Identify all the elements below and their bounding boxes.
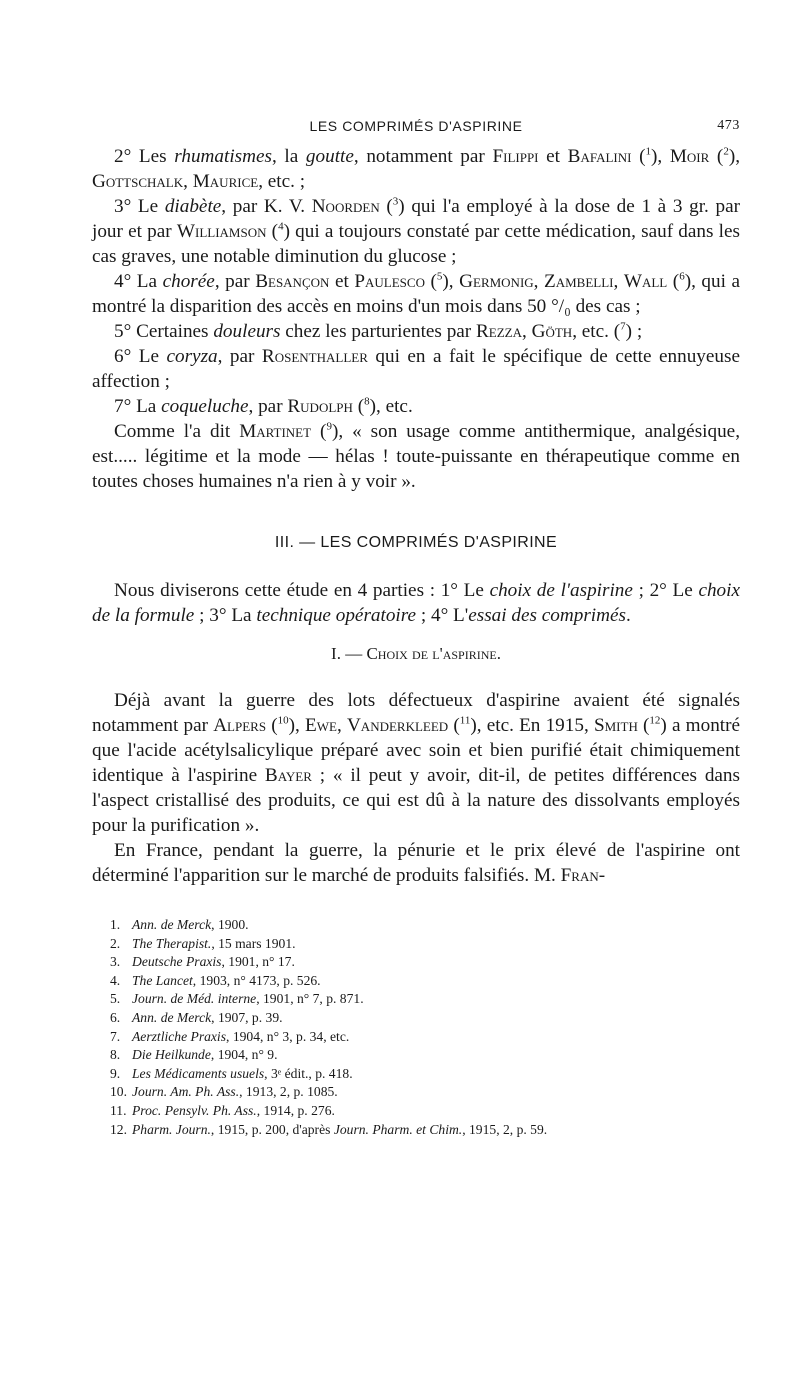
text: , [183,171,193,192]
citation-detail: , 1904, n° 9. [210,1047,278,1063]
footnote [110,916,740,935]
footnote-number: 6. [110,1009,121,1025]
citation-title: Les Médicaments usuels [132,1065,265,1081]
author: Rosenthaller [261,346,368,367]
text: ; 4° L' [416,605,469,626]
footnote-number: 2. [110,935,121,951]
author: Gottschalk [92,171,184,192]
author: Göth [531,321,573,342]
citation-detail: , 1913, 2, p. 1085. [239,1084,338,1100]
author: Fran- [560,865,606,886]
citation-title: Proc. Pensylv. Ph. Ass. [132,1102,257,1118]
subsection-heading [92,644,740,664]
citation-title: The Lancet [132,972,193,988]
author: Moir [669,146,710,167]
footnote-number: 9. [110,1065,121,1081]
text: ; [632,321,643,342]
author: Maurice [192,171,259,192]
footnote-number: 11. [110,1102,127,1118]
term: choix de l'aspirine [489,580,633,601]
footnote-number: 3. [110,954,121,970]
citation-detail: , 1907, p. 39. [211,1009,283,1025]
term: rhumatismes [174,146,272,167]
text: I. — [331,644,367,663]
text: , etc. [375,396,413,417]
term: technique opératoire [256,605,417,626]
footnote-ref: 5 [436,270,443,283]
text: qui en a fait le spécifique de cette ennuyeuse affection ; [92,346,740,392]
text: a montré que l'acide acétylsalicylique préparé avec soin et bien purifié était chimiquement identique à l'aspirine [92,715,741,786]
term: coryza [166,346,218,367]
text: 2° Les [114,146,175,167]
text: 7° La [114,396,162,417]
text: Choix de l'aspirine [366,644,497,663]
text: ; 2° Le [632,580,699,601]
text: . [625,605,631,626]
citation-title: Journ. Am. Ph. Ass. [132,1084,240,1100]
text: . [496,644,501,663]
author: Germonig [459,271,534,292]
footnote-ref: 4 [278,220,284,233]
text: 6° Le [114,346,167,367]
author: Wall [623,271,668,292]
page [92,118,740,1139]
text: , par [248,396,288,417]
citation-detail: , 1901, n° 7, p. 871. [256,991,364,1007]
footnote [110,1102,740,1121]
footnote-ref: 9 [326,420,332,433]
page-number: 473 [717,118,740,133]
term: choix de la formule [92,580,740,626]
term: diabète [164,196,222,217]
footnote [110,1009,740,1028]
text: , etc. [572,321,614,342]
intro-paragraph [92,578,740,628]
text: , [613,271,624,292]
footnote-ref: 8 [364,395,370,408]
text: , [735,146,740,167]
author: Noorden [311,196,380,217]
citation-detail: , 1903, n° 4173, p. 526. [192,972,321,988]
section-heading: III. — LES COMPRIMÉS D'ASPIRINE [274,534,558,551]
citation-title: Pharm. Journ. [132,1121,211,1137]
text: chez les parturientes par [280,321,476,342]
author: Smith [593,715,638,736]
text: , « son usage comme antithermique, analgésique, est..... légitime et la mode — hélas ! toute-puissante en thérapeutique comme en toutes choses humaines n'a rien à y voir ». [92,421,740,492]
citation-title: The Therapist. [132,935,212,951]
author: Rudolph [287,396,353,417]
author: Paulesco [354,271,425,292]
footnote-ref: 7 [620,320,626,333]
footnote-ref: 12 [649,714,661,727]
footnote-number: 4. [110,972,121,988]
running-title: LES COMPRIMÉS D'ASPIRINE [309,118,523,134]
text: ; « il peut y avoir, dit-il, de petites différences dans l'aspect cristallisé des produits, ce qui est dû à la nature des dissolvants employés pour la purification ». [92,765,740,836]
list-item-2: 2° Les rhumatismes, la goutte, notamment par Filippi et Bafalini ($^1$), Moir ($^2$), Gottschalk, Maurice, etc. ; [92,145,740,192]
footnote-ref: 3 [392,195,399,208]
footnote [110,1083,740,1102]
list-item-6 [92,344,740,394]
footnote-number: 8. [110,1047,121,1063]
author: Besançon [255,271,330,292]
text: et [538,146,568,167]
term: douleurs [213,321,281,342]
text: , [448,271,460,292]
quote-paragraph: Comme l'a dit Martinet ($^9$), « son usage comme antithermique, analgésique, est..... légitime et la mode — hélas ! toute-puissante en thérapeutique comme en toutes choses humaines n'a rien à y voir ». [92,420,740,492]
footnote-ref: 6 [679,270,685,283]
author: Vanderkleed [346,715,449,736]
text: , etc. ; [258,171,306,192]
footnote-ref: 2 [723,145,729,158]
text: , par [217,346,262,367]
term: essai des comprimés [468,605,626,626]
citation-title: Journ. Pharm. et Chim. [333,1121,463,1137]
list-item-5: 5° Certaines douleurs chez les parturientes par Rezza, Göth, etc. ($^7$) ; [114,320,643,342]
author: Williamson [176,221,267,242]
text: , [336,715,347,736]
text: , [295,715,306,736]
author: Zambelli [544,271,614,292]
footnote [110,935,740,954]
author: Bafalini [567,146,632,167]
text: , etc. En 1915, [476,715,594,736]
author: Filippi [492,146,539,167]
term: coqueluche [161,396,249,417]
body-paragraph: Déjà avant la guerre des lots défectueux d'aspirine avaient été signalés notamment par Alpers ($^{10}$), Ewe, Vanderkleed ($^{11}$), etc. En 1915, Smith ($^{12}$) a montré que l'acide acétylsalicylique préparé avec soin et bien purifié était chimiquement identique à l'aspirine Bayer ; « il peut y avoir, dit-il, de petites différences dans l'aspect cristallisé des produits, ce qui est dû à la nature des dissolvants employés pour la purification ». [92,690,741,836]
author: Ewe [305,715,337,736]
footnote-ref: 10 [277,714,289,727]
author: Bayer [264,765,312,786]
citation-detail: , 1914, p. 276. [256,1102,335,1118]
footnote-ref: 11 [459,714,471,727]
text: Déjà avant la guerre des lots défectueux d'aspirine avaient été signalés notamment par [92,690,740,736]
text: 3° Le [114,196,165,217]
footnotes [92,916,740,1139]
citation-detail: , 1915, 2, p. 59. [462,1121,548,1137]
author: Alpers [213,715,267,736]
text: En France, pendant la guerre, la pénurie et le prix élevé de l'aspirine ont déterminé l'apparition sur le marché de produits falsifiés. M. [92,840,740,886]
citation-title: Aerztliche Praxis [132,1028,227,1044]
text: 4° La [114,271,163,292]
running-head [92,118,740,144]
text: , [522,321,532,342]
text: qui l'a employé à la dose de 1 à 3 gr. par jour et par [92,196,740,242]
term: goutte [305,146,354,167]
citation-title: Die Heilkunde [132,1047,211,1063]
text: qui a toujours constaté par cette médication, sauf dans les cas graves, une notable diminution du glucose ; [92,221,740,267]
footnote [110,990,740,1009]
citation-detail: , 15 mars 1901. [211,935,296,951]
body-paragraph [92,838,740,888]
citation-detail: , 1900. [211,917,249,932]
text: , qui a montré la disparition des accès en moins d'un mois dans 50 °/₀ des cas ; [92,271,740,317]
citation-title: Ann. de Merck [132,917,212,932]
text: , notamment par [353,146,493,167]
citation-title: Deutsche Praxis [132,954,222,970]
citation-detail: , 3ᵉ édit., p. 418. [264,1065,353,1081]
citation-detail: , 1915, p. 200, d'après [210,1121,334,1137]
author: Martinet [239,421,312,442]
author: Rezza [476,321,523,342]
footnote-number: 12. [110,1121,127,1137]
footnote-number: 10. [110,1084,127,1100]
footnote-number: 1. [110,917,121,932]
footnote [110,1065,740,1084]
text: , [533,271,545,292]
citation-title: Journ. de Méd. interne [132,991,257,1007]
text: , par [214,271,256,292]
footnote-number: 5. [110,991,121,1007]
text: , par K. V. [221,196,312,217]
text: , la [271,146,306,167]
citation-detail: , 1901, n° 17. [221,954,295,970]
list-item-7: 7° La coqueluche, par Rudolph ($^8$), etc. [114,395,413,417]
footnote [110,1121,740,1140]
text: ; 3° La [194,605,257,626]
text: 5° Certaines [114,321,214,342]
footnote [110,972,740,991]
footnote [110,1046,740,1065]
text: et [329,271,355,292]
list-item-3: 3° Le diabète, par K. V. Noorden ($^3$) qui l'a employé à la dose de 1 à 3 gr. par jour et par Williamson ($^4$) qui a toujours constaté par cette médication, sauf dans les cas graves, une notable diminution du glucose ; [92,195,740,267]
footnote [110,953,740,972]
text: Comme l'a dit [114,421,240,442]
term: chorée [162,271,215,292]
citation-title: Ann. de Merck [132,1009,212,1025]
text: Nous diviserons cette étude en 4 parties : 1° Le [114,580,490,601]
list-item-4: 4° La chorée, par Besançon et Paulesco ($^5$), Germonig, Zambelli, Wall ($^6$), qui a montré la disparition des accès en moins d'un mois dans 50 °/₀ des cas ; [92,270,740,317]
text: , [657,146,670,167]
citation-detail: , 1904, n° 3, p. 34, etc. [226,1028,350,1044]
footnote-ref: 1 [645,145,651,158]
footnote [110,1028,740,1047]
footnote-number: 7. [110,1028,121,1044]
